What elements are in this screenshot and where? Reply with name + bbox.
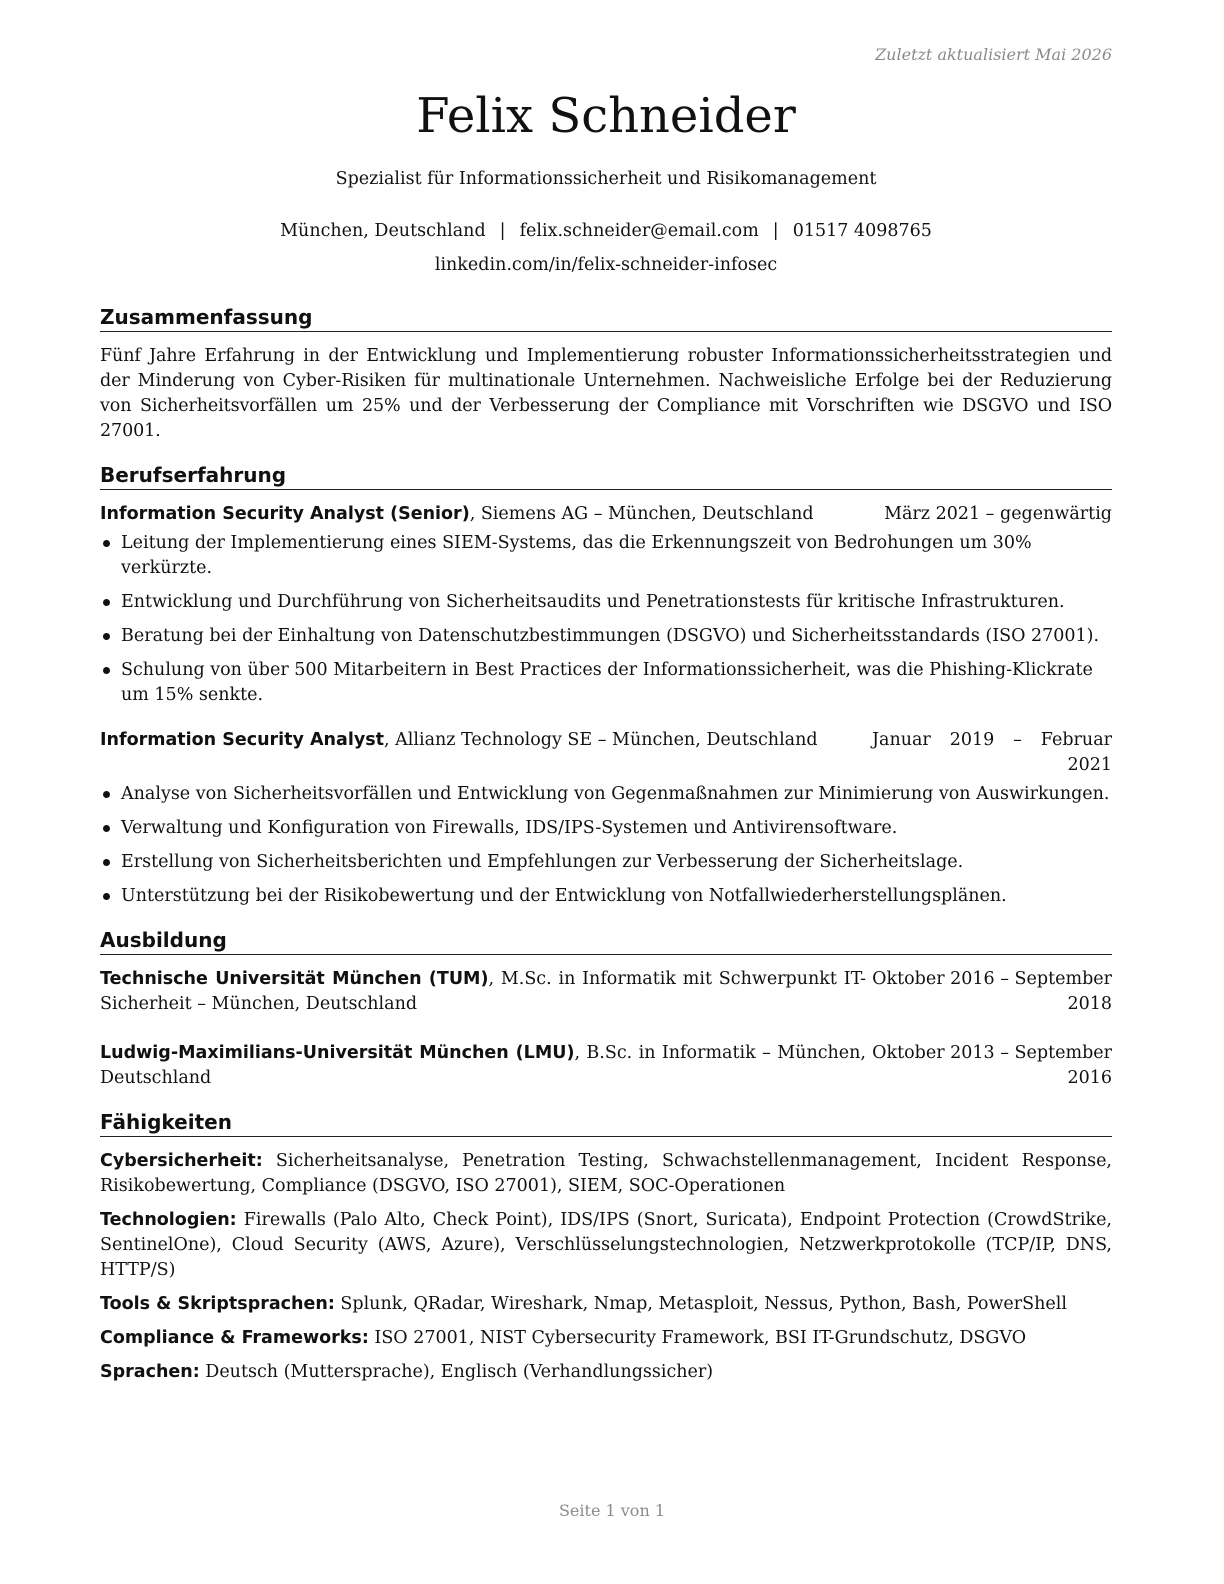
resume-body [100, 304, 1112, 1385]
education-title-line [100, 967, 872, 1017]
job-bullets [100, 531, 1112, 708]
education-detail: , B.Sc. in Informatik – München, Deutschland [100, 1043, 866, 1088]
skill-group-items: Deutsch (Muttersprache), Englisch (Verhandlungssicher) [199, 1362, 714, 1382]
summary-text: Fünf Jahre Erfahrung in der Entwicklung und Implementierung robuster Informationssicherheitsstrategien und der Minderung von Cyber-Risiken für multinationale Unternehmen. Nachweisliche Erfolge bei der Reduzierung von Sicherheitsvorfällen um 25% und der Verbesserung der Compliance mit Vorschriften wie DSGVO und ISO 27001. [100, 346, 1112, 441]
candidate-tagline: Spezialist für Informationssicherheit und Risikomanagement [335, 169, 877, 189]
contact-location: München, Deutschland [280, 221, 486, 241]
education-entry [100, 967, 1112, 1017]
education-entry [100, 1041, 1112, 1091]
education-school: Technische Universität München (TUM) [100, 969, 489, 989]
skill-group-label: Technologien: [100, 1210, 237, 1230]
skill-group [100, 1326, 1112, 1351]
education-detail: , M.Sc. in Informatik mit Schwerpunkt IT-Sicherheit – München, Deutschland [100, 969, 866, 1014]
last-updated: Zuletzt aktualisiert Mai 2026 [875, 45, 1112, 64]
job-header [100, 728, 1112, 778]
summary-section [100, 304, 1112, 444]
list-item: Unterstützung bei der Risikobewertung und der Entwicklung von Notfallwiederherstellungsplänen. [100, 884, 1112, 909]
page-number: Seite 1 von 1 [558, 1501, 666, 1520]
skill-group-items: Splunk, QRadar, Wireshark, Nmap, Metasploit, Nessus, Python, Bash, PowerShell [334, 1294, 1067, 1314]
job-entry [100, 502, 1112, 708]
education-header [100, 967, 1112, 1017]
contact-separator: | [499, 221, 506, 241]
list-item: Erstellung von Sicherheitsberichten und Empfehlungen zur Verbesserung der Sicherheitslage. [100, 850, 1112, 875]
list-item: Beratung bei der Einhaltung von Datenschutzbestimmungen (DSGVO) und Sicherheitsstandards (ISO 27001). [100, 624, 1112, 649]
skill-group-label: Tools & Skriptsprachen: [100, 1294, 335, 1314]
skill-group [100, 1208, 1112, 1283]
experience-section [100, 462, 1112, 909]
skill-group-items: ISO 27001, NIST Cybersecurity Framework, BSI IT-Grundschutz, DSGVO [368, 1328, 1027, 1348]
skill-group-label: Compliance & Frameworks: [100, 1328, 369, 1348]
skill-group-label: Sprachen: [100, 1362, 200, 1382]
education-dates: Oktober 2013 – September 2016 [872, 1043, 1112, 1088]
education-title-line [100, 1041, 872, 1091]
job-role: Information Security Analyst (Senior) [100, 504, 470, 524]
job-title-line [100, 728, 872, 753]
list-item: Leitung der Implementierung eines SIEM-Systems, das die Erkennungszeit von Bedrohungen um 30% verkürzte. [100, 531, 1112, 581]
skill-group-label: Cybersicherheit: [100, 1151, 263, 1171]
education-section [100, 927, 1112, 1091]
contact-phone[interactable]: 01517 4098765 [792, 221, 932, 241]
list-item: Verwaltung und Konfiguration von Firewalls, IDS/IPS-Systemen und Antivirensoftware. [100, 816, 1112, 841]
job-title-line [100, 502, 884, 527]
section-title-education: Ausbildung [100, 927, 1112, 955]
resume-page [100, 0, 1112, 1584]
skill-group [100, 1292, 1112, 1317]
job-bullets [100, 782, 1112, 909]
list-item: Schulung von über 500 Mitarbeitern in Best Practices der Informationssicherheit, was die Phishing-Klickrate um 15% senkte. [100, 658, 1112, 708]
list-item: Analyse von Sicherheitsvorfällen und Entwicklung von Gegenmaßnahmen zur Minimierung von Auswirkungen. [100, 782, 1112, 807]
candidate-name: Felix Schneider [416, 88, 796, 144]
section-title-skills: Fähigkeiten [100, 1109, 1112, 1137]
education-dates: Oktober 2016 – September 2018 [872, 969, 1112, 1014]
section-title-summary: Zusammenfassung [100, 304, 1112, 332]
job-company: , Siemens AG – München, Deutschland [469, 504, 814, 524]
job-company: , Allianz Technology SE – München, Deutschland [384, 730, 818, 750]
contact-email[interactable]: felix.schneider@email.com [519, 221, 759, 241]
job-header [100, 502, 1112, 527]
job-role: Information Security Analyst [100, 730, 385, 750]
job-dates: März 2021 – gegenwärtig [884, 504, 1112, 524]
skill-group [100, 1149, 1112, 1199]
education-school: Ludwig-Maximilians-Universität München (LMU) [100, 1043, 575, 1063]
list-item: Entwicklung und Durchführung von Sicherheitsaudits und Penetrationstests für kritische Infrastrukturen. [100, 590, 1112, 615]
education-header [100, 1041, 1112, 1091]
skill-group [100, 1360, 1112, 1385]
contact-separator: | [772, 221, 779, 241]
skills-section [100, 1109, 1112, 1385]
skill-group-items: Firewalls (Palo Alto, Check Point), IDS/IPS (Snort, Suricata), Endpoint Protection (CrowdStrike, SentinelOne), Cloud Security (AWS, Azure), Verschlüsselungstechnologien, Netzwerkprotokolle (TCP/IP, DNS, HTTP/S) [100, 1210, 1112, 1280]
section-title-experience: Berufserfahrung [100, 462, 1112, 490]
job-dates: Januar 2019 – Februar 2021 [872, 730, 1112, 775]
job-entry [100, 728, 1112, 909]
skill-group-items: Sicherheitsanalyse, Penetration Testing, Schwachstellenmanagement, Incident Response, Risikobewertung, Compliance (DSGVO, ISO 27001), SIEM, SOC-Operationen [100, 1151, 1112, 1196]
contact-linkedin[interactable]: linkedin.com/in/felix-schneider-infosec [434, 255, 778, 275]
contact-line [100, 219, 1112, 243]
